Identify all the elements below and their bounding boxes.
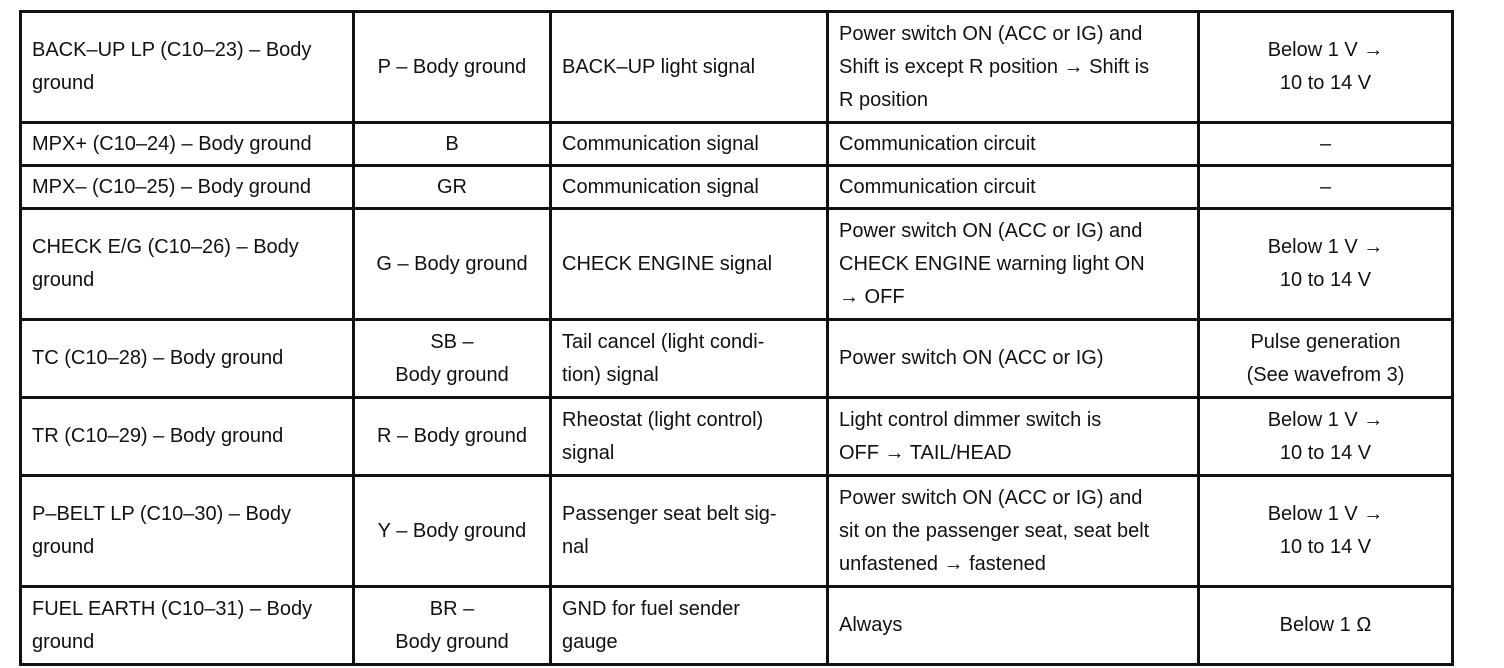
terminal-inspection-sheet — [19, 10, 1454, 666]
specified-condition-cell: Below 1 V → 10 to 14 V — [1199, 398, 1453, 476]
specified-condition-cell: Below 1 Ω — [1199, 587, 1453, 665]
description-cell: Communication signal — [551, 123, 828, 166]
terminal-cell: FUEL EARTH (C10–31) – Body ground — [21, 587, 354, 665]
specified-condition-cell: Below 1 V → 10 to 14 V — [1199, 476, 1453, 587]
specified-condition-cell: Below 1 V → 10 to 14 V — [1199, 209, 1453, 320]
table-row — [21, 320, 1453, 398]
wiring-color-cell: GR — [354, 166, 551, 209]
terminal-cell: P–BELT LP (C10–30) – Body ground — [21, 476, 354, 587]
condition-cell: Light control dimmer switch is OFF → TAIL/HEAD — [828, 398, 1199, 476]
terminal-spec-table — [19, 10, 1454, 666]
description-cell: Communication signal — [551, 166, 828, 209]
wiring-color-cell: P – Body ground — [354, 12, 551, 123]
condition-cell: Communication circuit — [828, 166, 1199, 209]
table-row — [21, 476, 1453, 587]
terminal-cell: MPX– (C10–25) – Body ground — [21, 166, 354, 209]
terminal-cell: MPX+ (C10–24) – Body ground — [21, 123, 354, 166]
wiring-color-cell: SB – Body ground — [354, 320, 551, 398]
wiring-color-cell: G – Body ground — [354, 209, 551, 320]
specified-condition-cell: – — [1199, 166, 1453, 209]
description-cell: BACK–UP light signal — [551, 12, 828, 123]
condition-cell: Power switch ON (ACC or IG) and Shift is except R position → Shift is R position — [828, 12, 1199, 123]
condition-cell: Communication circuit — [828, 123, 1199, 166]
terminal-cell: BACK–UP LP (C10–23) – Body ground — [21, 12, 354, 123]
specified-condition-cell: Below 1 V → 10 to 14 V — [1199, 12, 1453, 123]
wiring-color-cell: Y – Body ground — [354, 476, 551, 587]
condition-cell: Power switch ON (ACC or IG) and sit on the passenger seat, seat belt unfastened → fastened — [828, 476, 1199, 587]
table-row — [21, 209, 1453, 320]
table-row — [21, 398, 1453, 476]
description-cell: Rheostat (light control) signal — [551, 398, 828, 476]
wiring-color-cell: BR – Body ground — [354, 587, 551, 665]
table-row — [21, 123, 1453, 166]
description-cell: CHECK ENGINE signal — [551, 209, 828, 320]
condition-cell: Always — [828, 587, 1199, 665]
terminal-cell: CHECK E/G (C10–26) – Body ground — [21, 209, 354, 320]
table-row — [21, 166, 1453, 209]
table-row — [21, 12, 1453, 123]
description-cell: GND for fuel sender gauge — [551, 587, 828, 665]
wiring-color-cell: R – Body ground — [354, 398, 551, 476]
condition-cell: Power switch ON (ACC or IG) and CHECK ENGINE warning light ON → OFF — [828, 209, 1199, 320]
description-cell: Tail cancel (light condi- tion) signal — [551, 320, 828, 398]
table-row — [21, 587, 1453, 665]
wiring-color-cell: B — [354, 123, 551, 166]
description-cell: Passenger seat belt sig- nal — [551, 476, 828, 587]
specified-condition-cell: Pulse generation (See wavefrom 3) — [1199, 320, 1453, 398]
condition-cell: Power switch ON (ACC or IG) — [828, 320, 1199, 398]
specified-condition-cell: – — [1199, 123, 1453, 166]
terminal-cell: TC (C10–28) – Body ground — [21, 320, 354, 398]
terminal-cell: TR (C10–29) – Body ground — [21, 398, 354, 476]
